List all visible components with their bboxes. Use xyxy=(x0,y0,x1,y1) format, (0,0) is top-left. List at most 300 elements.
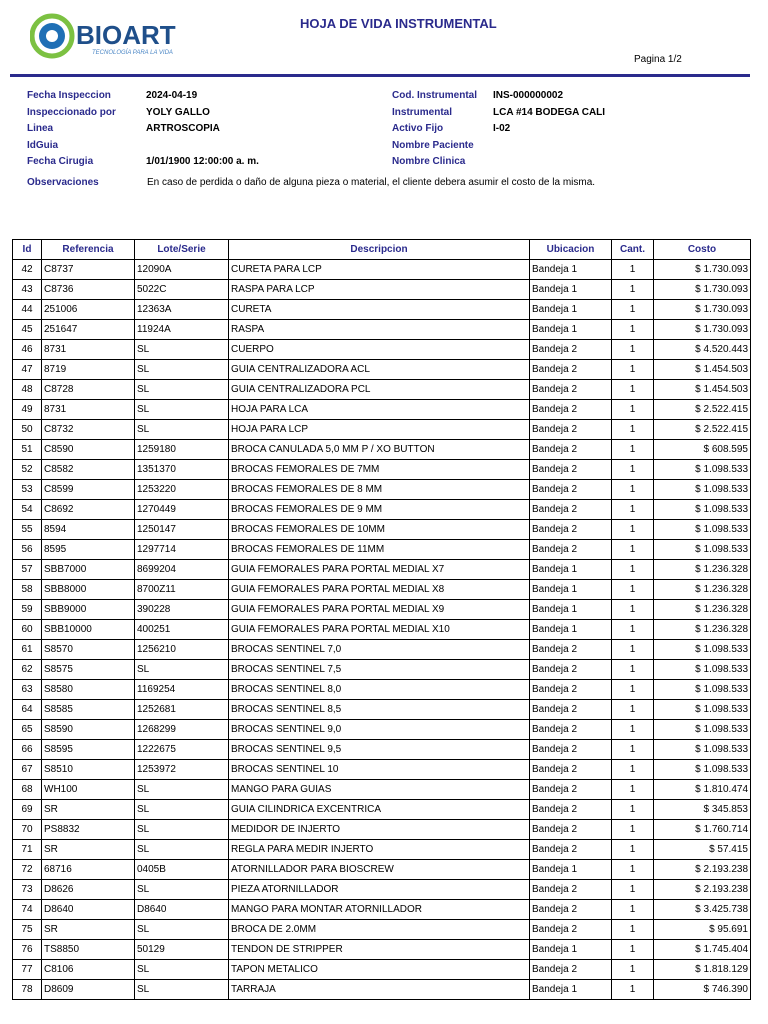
cell-lote: SL xyxy=(135,920,229,940)
cell-lote: 1259180 xyxy=(135,440,229,460)
cell-descripcion: TAPON METALICO xyxy=(229,960,530,980)
cell-costo: $ 1.098.533 xyxy=(654,640,751,660)
cell-descripcion: BROCAS SENTINEL 10 xyxy=(229,760,530,780)
inspeccionado-label: Inspeccionado por xyxy=(27,107,116,118)
cell-ubicacion: Bandeja 2 xyxy=(530,360,612,380)
cell-id: 55 xyxy=(13,520,42,540)
table-row xyxy=(13,660,751,680)
cell-referencia: S8570 xyxy=(42,640,135,660)
cell-ubicacion: Bandeja 2 xyxy=(530,760,612,780)
cell-lote: 8699204 xyxy=(135,560,229,580)
cell-lote: 1351370 xyxy=(135,460,229,480)
cell-costo: $ 1.818.129 xyxy=(654,960,751,980)
cell-costo: $ 1.098.533 xyxy=(654,520,751,540)
cell-id: 42 xyxy=(13,260,42,280)
cell-descripcion: GUIA FEMORALES PARA PORTAL MEDIAL X9 xyxy=(229,600,530,620)
cell-lote: SL xyxy=(135,960,229,980)
nombre-paciente-label: Nombre Paciente xyxy=(392,140,474,151)
cell-referencia: S8580 xyxy=(42,680,135,700)
cell-descripcion: BROCAS FEMORALES DE 7MM xyxy=(229,460,530,480)
cell-costo: $ 1.098.533 xyxy=(654,680,751,700)
cell-id: 57 xyxy=(13,560,42,580)
table-row xyxy=(13,840,751,860)
table-row xyxy=(13,400,751,420)
column-header-id: Id xyxy=(13,240,42,260)
cell-lote: 1253220 xyxy=(135,480,229,500)
cell-ubicacion: Bandeja 1 xyxy=(530,320,612,340)
cell-lote: 12363A xyxy=(135,300,229,320)
cell-costo: $ 1.098.533 xyxy=(654,660,751,680)
cell-costo: $ 345.853 xyxy=(654,800,751,820)
cell-ubicacion: Bandeja 1 xyxy=(530,860,612,880)
cell-descripcion: PIEZA ATORNILLADOR xyxy=(229,880,530,900)
cell-costo: $ 1.098.533 xyxy=(654,480,751,500)
cell-lote: SL xyxy=(135,340,229,360)
column-header-costo: Costo xyxy=(654,240,751,260)
cell-id: 47 xyxy=(13,360,42,380)
table-row xyxy=(13,540,751,560)
cell-referencia: 68716 xyxy=(42,860,135,880)
cell-descripcion: ATORNILLADOR PARA BIOSCREW xyxy=(229,860,530,880)
cell-lote: 1297714 xyxy=(135,540,229,560)
bioart-logo xyxy=(30,12,220,62)
cell-costo: $ 1.730.093 xyxy=(654,320,751,340)
cell-cantidad: 1 xyxy=(612,920,654,940)
cell-ubicacion: Bandeja 2 xyxy=(530,500,612,520)
cell-cantidad: 1 xyxy=(612,700,654,720)
instrumental-label: Instrumental xyxy=(392,107,453,118)
cell-id: 64 xyxy=(13,700,42,720)
cell-ubicacion: Bandeja 2 xyxy=(530,420,612,440)
idguia-label: IdGuia xyxy=(27,140,59,151)
cell-id: 70 xyxy=(13,820,42,840)
cell-ubicacion: Bandeja 1 xyxy=(530,620,612,640)
cell-costo: $ 2.193.238 xyxy=(654,880,751,900)
cell-id: 68 xyxy=(13,780,42,800)
cell-descripcion: BROCAS FEMORALES DE 11MM xyxy=(229,540,530,560)
cell-descripcion: BROCAS SENTINEL 7,5 xyxy=(229,660,530,680)
cell-id: 59 xyxy=(13,600,42,620)
activo-fijo-value: I-02 xyxy=(493,123,511,134)
cell-costo: $ 1.098.533 xyxy=(654,760,751,780)
cell-referencia: C8737 xyxy=(42,260,135,280)
cell-lote: 1222675 xyxy=(135,740,229,760)
cell-lote: 50129 xyxy=(135,940,229,960)
cell-cantidad: 1 xyxy=(612,720,654,740)
cell-ubicacion: Bandeja 2 xyxy=(530,780,612,800)
cell-ubicacion: Bandeja 2 xyxy=(530,540,612,560)
fecha-inspeccion-value: 2024-04-19 xyxy=(146,90,198,101)
cell-descripcion: BROCAS SENTINEL 7,0 xyxy=(229,640,530,660)
cell-costo: $ 746.390 xyxy=(654,980,751,1000)
cell-cantidad: 1 xyxy=(612,620,654,640)
table-row xyxy=(13,380,751,400)
cell-referencia: 251006 xyxy=(42,300,135,320)
cell-costo: $ 1.098.533 xyxy=(654,740,751,760)
cell-descripcion: GUIA CILINDRICA EXCENTRICA xyxy=(229,800,530,820)
cell-cantidad: 1 xyxy=(612,600,654,620)
page-number: Pagina 1/2 xyxy=(634,54,682,65)
cell-cantidad: 1 xyxy=(612,660,654,680)
cell-referencia: C8728 xyxy=(42,380,135,400)
cell-referencia: 251647 xyxy=(42,320,135,340)
cell-lote: 1252681 xyxy=(135,700,229,720)
cell-cantidad: 1 xyxy=(612,940,654,960)
cell-ubicacion: Bandeja 2 xyxy=(530,520,612,540)
cell-cantidad: 1 xyxy=(612,980,654,1000)
cell-descripcion: BROCA CANULADA 5,0 MM P / XO BUTTON xyxy=(229,440,530,460)
cell-id: 76 xyxy=(13,940,42,960)
activo-fijo-label: Activo Fijo xyxy=(392,123,444,134)
cell-referencia: SBB8000 xyxy=(42,580,135,600)
cell-lote: D8640 xyxy=(135,900,229,920)
cell-costo: $ 1.098.533 xyxy=(654,720,751,740)
table-header-row xyxy=(13,240,751,260)
inspeccionado-value: YOLY GALLO xyxy=(146,107,210,118)
cell-cantidad: 1 xyxy=(612,460,654,480)
cell-id: 50 xyxy=(13,420,42,440)
cell-id: 74 xyxy=(13,900,42,920)
cell-id: 45 xyxy=(13,320,42,340)
table-row xyxy=(13,960,751,980)
cell-id: 44 xyxy=(13,300,42,320)
cell-costo: $ 1.236.328 xyxy=(654,600,751,620)
cell-referencia: PS8832 xyxy=(42,820,135,840)
cell-id: 52 xyxy=(13,460,42,480)
cell-cantidad: 1 xyxy=(612,960,654,980)
cell-costo: $ 608.595 xyxy=(654,440,751,460)
cell-referencia: SR xyxy=(42,920,135,940)
cell-id: 54 xyxy=(13,500,42,520)
cell-lote: 0405B xyxy=(135,860,229,880)
cell-costo: $ 1.098.533 xyxy=(654,500,751,520)
cell-descripcion: BROCAS FEMORALES DE 9 MM xyxy=(229,500,530,520)
observaciones-label: Observaciones xyxy=(27,177,99,188)
cell-ubicacion: Bandeja 1 xyxy=(530,260,612,280)
cell-cantidad: 1 xyxy=(612,840,654,860)
document-title: HOJA DE VIDA INSTRUMENTAL xyxy=(300,16,497,31)
cell-id: 72 xyxy=(13,860,42,880)
header-divider xyxy=(10,74,750,77)
cell-cantidad: 1 xyxy=(612,800,654,820)
cell-ubicacion: Bandeja 2 xyxy=(530,700,612,720)
cell-lote: SL xyxy=(135,360,229,380)
cell-costo: $ 1.760.714 xyxy=(654,820,751,840)
fecha-cirugia-value: 1/01/1900 12:00:00 a. m. xyxy=(146,156,259,167)
cell-lote: 1256210 xyxy=(135,640,229,660)
cell-costo: $ 1.236.328 xyxy=(654,620,751,640)
table-row xyxy=(13,460,751,480)
cell-id: 63 xyxy=(13,680,42,700)
cell-referencia: C8599 xyxy=(42,480,135,500)
cell-id: 69 xyxy=(13,800,42,820)
table-row xyxy=(13,520,751,540)
cell-ubicacion: Bandeja 1 xyxy=(530,560,612,580)
cell-cantidad: 1 xyxy=(612,580,654,600)
cell-cantidad: 1 xyxy=(612,280,654,300)
cell-costo: $ 1.098.533 xyxy=(654,460,751,480)
cell-costo: $ 1.730.093 xyxy=(654,280,751,300)
column-header-descripcion: Descripcion xyxy=(229,240,530,260)
table-row xyxy=(13,580,751,600)
cell-descripcion: CURETA PARA LCP xyxy=(229,260,530,280)
cell-id: 71 xyxy=(13,840,42,860)
cell-cantidad: 1 xyxy=(612,480,654,500)
cell-costo: $ 1.730.093 xyxy=(654,300,751,320)
table-row xyxy=(13,680,751,700)
cell-descripcion: RASPA xyxy=(229,320,530,340)
cell-cantidad: 1 xyxy=(612,300,654,320)
cell-referencia: SR xyxy=(42,800,135,820)
cell-ubicacion: Bandeja 2 xyxy=(530,400,612,420)
cell-descripcion: GUIA FEMORALES PARA PORTAL MEDIAL X8 xyxy=(229,580,530,600)
cell-ubicacion: Bandeja 2 xyxy=(530,340,612,360)
cell-costo: $ 95.691 xyxy=(654,920,751,940)
cell-lote: 1253972 xyxy=(135,760,229,780)
cell-cantidad: 1 xyxy=(612,740,654,760)
table-row xyxy=(13,920,751,940)
cell-descripcion: CUERPO xyxy=(229,340,530,360)
cell-ubicacion: Bandeja 2 xyxy=(530,820,612,840)
cell-referencia: 8595 xyxy=(42,540,135,560)
cell-referencia: S8595 xyxy=(42,740,135,760)
cell-descripcion: HOJA PARA LCP xyxy=(229,420,530,440)
cell-lote: 1169254 xyxy=(135,680,229,700)
cell-lote: 5022C xyxy=(135,280,229,300)
cell-cantidad: 1 xyxy=(612,440,654,460)
cell-descripcion: CURETA xyxy=(229,300,530,320)
cell-id: 56 xyxy=(13,540,42,560)
cell-lote: 8700Z11 xyxy=(135,580,229,600)
cell-cantidad: 1 xyxy=(612,820,654,840)
cell-referencia: 8731 xyxy=(42,400,135,420)
cell-id: 62 xyxy=(13,660,42,680)
observaciones-value: En caso de perdida o daño de alguna pieza o material, el cliente debera asumir el costo de la misma. xyxy=(147,177,596,188)
linea-label: Linea xyxy=(27,123,54,134)
cell-ubicacion: Bandeja 2 xyxy=(530,440,612,460)
cell-id: 53 xyxy=(13,480,42,500)
cell-costo: $ 1.454.503 xyxy=(654,380,751,400)
cell-costo: $ 2.522.415 xyxy=(654,420,751,440)
cell-ubicacion: Bandeja 2 xyxy=(530,920,612,940)
table-row xyxy=(13,300,751,320)
cell-cantidad: 1 xyxy=(612,540,654,560)
cell-costo: $ 1.098.533 xyxy=(654,540,751,560)
cell-id: 43 xyxy=(13,280,42,300)
cell-lote: SL xyxy=(135,800,229,820)
cell-referencia: C8590 xyxy=(42,440,135,460)
cell-ubicacion: Bandeja 2 xyxy=(530,480,612,500)
table-row xyxy=(13,980,751,1000)
cell-referencia: C8736 xyxy=(42,280,135,300)
cell-id: 58 xyxy=(13,580,42,600)
cell-referencia: S8510 xyxy=(42,760,135,780)
cell-lote: 1250147 xyxy=(135,520,229,540)
table-row xyxy=(13,340,751,360)
instrument-table xyxy=(12,239,751,1000)
cell-ubicacion: Bandeja 1 xyxy=(530,300,612,320)
table-row xyxy=(13,740,751,760)
cell-id: 66 xyxy=(13,740,42,760)
cell-lote: SL xyxy=(135,980,229,1000)
table-row xyxy=(13,640,751,660)
cell-referencia: SR xyxy=(42,840,135,860)
table-row xyxy=(13,800,751,820)
cell-id: 60 xyxy=(13,620,42,640)
cell-cantidad: 1 xyxy=(612,880,654,900)
cell-cantidad: 1 xyxy=(612,780,654,800)
column-header-lote: Lote/Serie xyxy=(135,240,229,260)
cell-id: 65 xyxy=(13,720,42,740)
cell-ubicacion: Bandeja 2 xyxy=(530,960,612,980)
cell-cantidad: 1 xyxy=(612,760,654,780)
table-row xyxy=(13,440,751,460)
cell-lote: 1270449 xyxy=(135,500,229,520)
cell-descripcion: GUIA FEMORALES PARA PORTAL MEDIAL X7 xyxy=(229,560,530,580)
table-row xyxy=(13,720,751,740)
cell-referencia: SBB7000 xyxy=(42,560,135,580)
cell-ubicacion: Bandeja 2 xyxy=(530,640,612,660)
cell-descripcion: MEDIDOR DE INJERTO xyxy=(229,820,530,840)
cell-descripcion: GUIA CENTRALIZADORA ACL xyxy=(229,360,530,380)
cell-costo: $ 1.745.404 xyxy=(654,940,751,960)
cell-ubicacion: Bandeja 1 xyxy=(530,580,612,600)
nombre-clinica-label: Nombre Clinica xyxy=(392,156,466,167)
cell-ubicacion: Bandeja 2 xyxy=(530,880,612,900)
table-row xyxy=(13,860,751,880)
cod-instrumental-label: Cod. Instrumental xyxy=(392,90,478,101)
fecha-cirugia-label: Fecha Cirugia xyxy=(27,156,94,167)
cell-descripcion: BROCAS SENTINEL 8,0 xyxy=(229,680,530,700)
cell-descripcion: TENDON DE STRIPPER xyxy=(229,940,530,960)
column-header-ubicacion: Ubicacion xyxy=(530,240,612,260)
cell-cantidad: 1 xyxy=(612,560,654,580)
table-row xyxy=(13,560,751,580)
fecha-inspeccion-label: Fecha Inspeccion xyxy=(27,90,111,101)
cell-descripcion: BROCAS FEMORALES DE 8 MM xyxy=(229,480,530,500)
cell-ubicacion: Bandeja 2 xyxy=(530,680,612,700)
cell-id: 49 xyxy=(13,400,42,420)
cell-referencia: C8582 xyxy=(42,460,135,480)
cell-id: 75 xyxy=(13,920,42,940)
cell-lote: 1268299 xyxy=(135,720,229,740)
cell-lote: SL xyxy=(135,780,229,800)
cell-descripcion: MANGO PARA MONTAR ATORNILLADOR xyxy=(229,900,530,920)
table-row xyxy=(13,320,751,340)
cell-ubicacion: Bandeja 2 xyxy=(530,740,612,760)
cell-costo: $ 2.522.415 xyxy=(654,400,751,420)
cell-cantidad: 1 xyxy=(612,340,654,360)
cell-referencia: C8692 xyxy=(42,500,135,520)
cell-id: 51 xyxy=(13,440,42,460)
cell-ubicacion: Bandeja 1 xyxy=(530,600,612,620)
table-row xyxy=(13,900,751,920)
cell-lote: SL xyxy=(135,880,229,900)
cell-referencia: C8106 xyxy=(42,960,135,980)
cell-costo: $ 2.193.238 xyxy=(654,860,751,880)
instrumental-value: LCA #14 BODEGA CALI xyxy=(493,107,606,118)
cell-id: 78 xyxy=(13,980,42,1000)
cell-id: 61 xyxy=(13,640,42,660)
cell-costo: $ 1.236.328 xyxy=(654,560,751,580)
cell-lote: SL xyxy=(135,660,229,680)
table-row xyxy=(13,940,751,960)
cell-costo: $ 1.810.474 xyxy=(654,780,751,800)
cell-lote: 400251 xyxy=(135,620,229,640)
column-header-referencia: Referencia xyxy=(42,240,135,260)
logo-tagline: TECNOLOGÍA PARA LA VIDA xyxy=(92,50,173,56)
cell-id: 67 xyxy=(13,760,42,780)
cell-costo: $ 3.425.738 xyxy=(654,900,751,920)
table-row xyxy=(13,600,751,620)
cell-id: 48 xyxy=(13,380,42,400)
table-row xyxy=(13,360,751,380)
table-row xyxy=(13,280,751,300)
cell-referencia: 8719 xyxy=(42,360,135,380)
cell-descripcion: REGLA PARA MEDIR INJERTO xyxy=(229,840,530,860)
linea-value: ARTROSCOPIA xyxy=(146,123,220,134)
cell-ubicacion: Bandeja 1 xyxy=(530,940,612,960)
cell-referencia: TS8850 xyxy=(42,940,135,960)
cell-cantidad: 1 xyxy=(612,320,654,340)
cell-referencia: WH100 xyxy=(42,780,135,800)
table-row xyxy=(13,700,751,720)
cell-cantidad: 1 xyxy=(612,420,654,440)
cell-cantidad: 1 xyxy=(612,260,654,280)
cell-cantidad: 1 xyxy=(612,860,654,880)
cell-ubicacion: Bandeja 2 xyxy=(530,900,612,920)
table-row xyxy=(13,620,751,640)
cell-ubicacion: Bandeja 2 xyxy=(530,660,612,680)
table-row xyxy=(13,420,751,440)
cell-referencia: S8575 xyxy=(42,660,135,680)
table-row xyxy=(13,260,751,280)
table-row xyxy=(13,500,751,520)
cell-costo: $ 57.415 xyxy=(654,840,751,860)
cell-descripcion: GUIA CENTRALIZADORA PCL xyxy=(229,380,530,400)
cell-ubicacion: Bandeja 1 xyxy=(530,280,612,300)
cell-lote: 12090A xyxy=(135,260,229,280)
cell-lote: SL xyxy=(135,820,229,840)
cell-descripcion: BROCA DE 2.0MM xyxy=(229,920,530,940)
cell-cantidad: 1 xyxy=(612,500,654,520)
cell-descripcion: BROCAS SENTINEL 8,5 xyxy=(229,700,530,720)
cell-cantidad: 1 xyxy=(612,900,654,920)
cell-cantidad: 1 xyxy=(612,360,654,380)
cell-descripcion: BROCAS SENTINEL 9,5 xyxy=(229,740,530,760)
cell-referencia: D8626 xyxy=(42,880,135,900)
table-row xyxy=(13,760,751,780)
cell-cantidad: 1 xyxy=(612,380,654,400)
cell-lote: SL xyxy=(135,380,229,400)
cell-lote: SL xyxy=(135,420,229,440)
cell-lote: 390228 xyxy=(135,600,229,620)
cell-descripcion: MANGO PARA GUIAS xyxy=(229,780,530,800)
cell-cantidad: 1 xyxy=(612,680,654,700)
table-row xyxy=(13,880,751,900)
cell-ubicacion: Bandeja 2 xyxy=(530,840,612,860)
cell-costo: $ 1.454.503 xyxy=(654,360,751,380)
cell-referencia: S8590 xyxy=(42,720,135,740)
logo-text: BIOART xyxy=(76,20,176,50)
cell-ubicacion: Bandeja 2 xyxy=(530,800,612,820)
cell-ubicacion: Bandeja 2 xyxy=(530,460,612,480)
column-header-cantidad: Cant. xyxy=(612,240,654,260)
cell-lote: SL xyxy=(135,400,229,420)
cell-descripcion: BROCAS FEMORALES DE 10MM xyxy=(229,520,530,540)
cell-id: 77 xyxy=(13,960,42,980)
cell-descripcion: RASPA PARA LCP xyxy=(229,280,530,300)
